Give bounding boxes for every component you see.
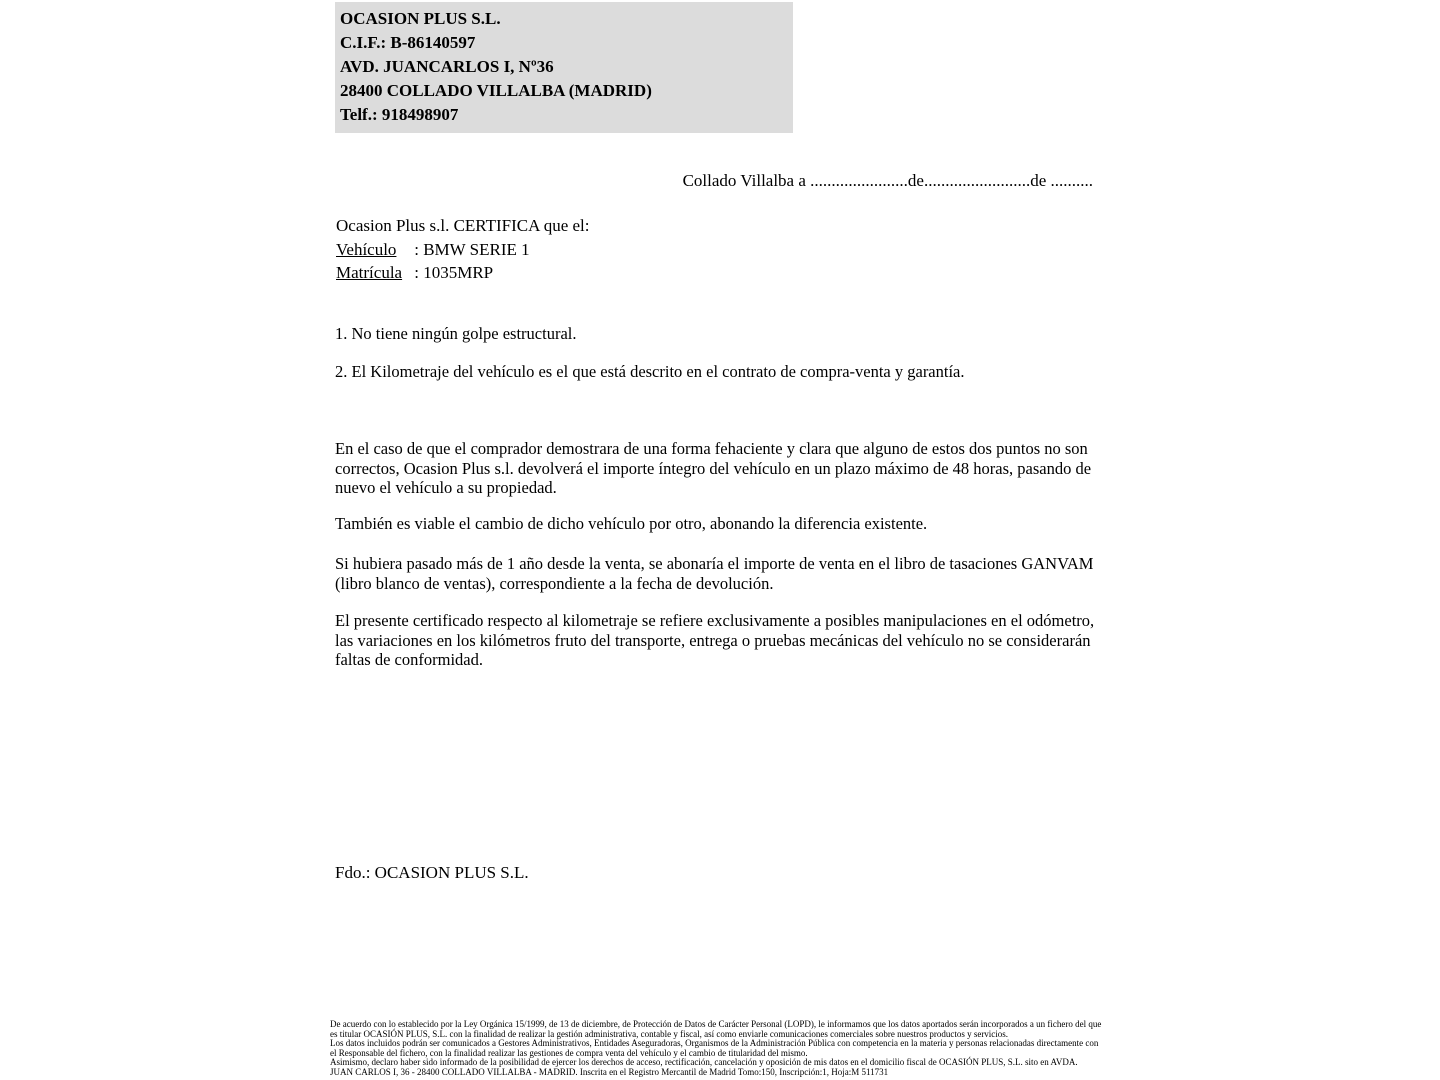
plate-value: : 1035MRP: [410, 263, 494, 282]
company-address: AVD. JUANCARLOS I, Nº36: [340, 57, 554, 76]
company-city: 28400 COLLADO VILLALBA (MADRID): [340, 81, 652, 100]
paragraph-exchange-option: También es viable el cambio de dicho vehículo por otro, abonando la diferencia existente.: [335, 514, 928, 533]
legal-footer-lopd: De acuerdo con lo establecido por la Ley Orgánica 15/1999, de 13 de diciembre, de Protección de Datos de Carácter Personal (LOPD), le informamos que los datos aportados serán incorporados a un fichero del que es titular OCASIÓN PLUS, S.L. con la finalidad de realizar la gestión administrativa, contable y fiscal, así como enviarle comunicaciones comerciales sobre nuestros productos y servicios.: [330, 1019, 1102, 1039]
company-header-box: [335, 2, 793, 133]
paragraph-ganvam-valuation: Si hubiera pasado más de 1 año desde la venta, se abonaría el importe de venta en el libro de tasaciones GANVAM (libro blanco de ventas), correspondiente a la fecha de devolución.: [335, 554, 1094, 593]
certificate-point-2: 2. El Kilometraje del vehículo es el que está descrito en el contrato de compra-venta y garantía.: [335, 362, 965, 381]
company-phone: Telf.: 918498907: [340, 105, 459, 124]
legal-footer-data-sharing: Los datos incluidos podrán ser comunicados a Gestores Administrativos, Entidades Aseguradoras, Organismos de la Administración Pública con competencia en la materia y personas relacionadas directamente con el Responsable del fichero, con la finalidad realizar las gestiones de compra venta del vehículo y el cambio de titularidad del mismo.: [330, 1038, 1099, 1058]
vehicle-value: : BMW SERIE 1: [410, 240, 530, 259]
legal-footer: [330, 1020, 1102, 1078]
certificate-point-1: 1. No tiene ningún golpe estructural.: [335, 324, 577, 343]
legal-footer-rights: Asimismo, declaro haber sido informado de la posibilidad de ejercer los derechos de acceso, rectificación, cancelación y oposición de mis datos en el domicilio fiscal de OCASIÓN PLUS, S.L. sito en AVDA. JUAN CARLOS I, 36 - 28400 COLLADO VILLALBA - MADRID. Inscrita en el Registro Mercantil de Madrid Tomo:150, Inscripción:1, Hoja:M 511731: [330, 1057, 1078, 1077]
signature-line: Fdo.: OCASION PLUS S.L.: [335, 863, 529, 882]
plate-label: Matrícula: [336, 263, 403, 282]
date-line: Collado Villalba a .......................de.........................de ..........: [682, 171, 1093, 190]
certify-intro: Ocasion Plus s.l. CERTIFICA que el:: [336, 216, 590, 235]
paragraph-refund-terms: En el caso de que el comprador demostrara de una forma fehaciente y clara que alguno de estos dos puntos no son correctos, Ocasion Plus s.l. devolverá el importe íntegro del vehículo en un plazo máximo de 48 horas, pasando de nuevo el vehículo a su propiedad.: [335, 439, 1092, 497]
paragraph-odometer-disclaimer: El presente certificado respecto al kilometraje se refiere exclusivamente a posibles manipulaciones en el odómetro, las variaciones en los kilómetros fruto del transporte, entrega o pruebas mecánicas del vehículo no se considerarán faltas de conformidad.: [335, 611, 1095, 669]
plate-row: [336, 262, 493, 283]
company-cif: C.I.F.: B-86140597: [340, 33, 476, 52]
company-name: OCASION PLUS S.L.: [340, 9, 501, 28]
vehicle-label: Vehículo: [336, 240, 397, 259]
vehicle-row: [336, 239, 530, 260]
